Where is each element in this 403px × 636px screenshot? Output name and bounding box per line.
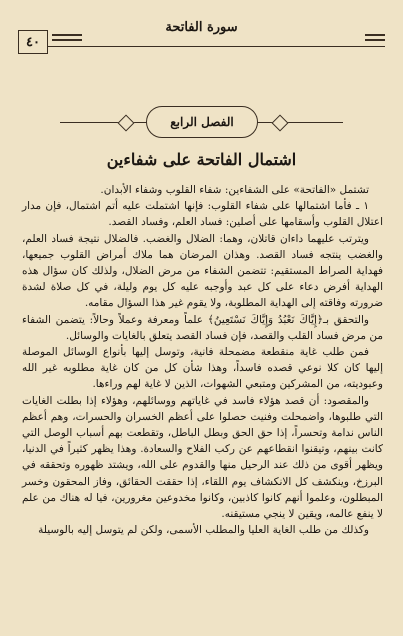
paragraph: فمن طلب غاية منقطعة مضمحلة فانية، وتوسل إليها بأنواع الوسائل الموصلة إليها كان كلا نوعي قصده فاسداً، وهذا شأن كل من كان غاية مطلوبه غير الله وعبوديته، من المشركين ومتبعي الشهوات، الذين لا غاية لهم وراءها. — [22, 346, 383, 391]
section-title: اشتمال الفاتحة على شفاءين — [106, 150, 297, 169]
paragraph: تشتمل «الفاتحة» على الشفاءين: شفاء القلوب وشفاء الأبدان. — [100, 184, 369, 196]
ornament-diamond-icon — [118, 115, 135, 132]
paragraph: والتحقق بـ﴿إِيَّاكَ نَعْبُدُ وَإِيَّاكَ نَسْتَعِينُ﴾ علماً ومعرفة وعملاً وحالاً: يتضمن الشفاء من مرض فساد القلب والقصد، فإن فساد القصد يتعلق بالغايات والوسائل. — [22, 313, 383, 342]
ornament-diamond-icon — [272, 115, 289, 132]
header-divider — [18, 46, 385, 47]
header-ornament-left — [52, 34, 82, 44]
paragraph: ١ ـ فأما اشتمالها على شفاء القلوب: فإنها اشتملت عليه أتم اشتمال، فإن مدار اعتلال القلوب وأسقامها على أصلين: فساد العلم، وفساد القصد. — [22, 200, 383, 229]
header-ornament-right — [365, 34, 385, 44]
paragraph: والمقصود: أن قصد هؤلاء فاسد في غاياتهم ووسائلهم، وهؤلاء إذا بطلت الغايات التي طلبوها، واضمحلت وفنيت حصلوا على أعظم الخسران والحسرات، وهم أعظم الناس ندامة وتحسراً، إذا حق الحق وبطل الباطل، وتقطعت بهم أسباب الوصل التي كانت بينهم، وتيقنوا انقطاعهم عن ركب الفلاح والسعادة. وهذا يظهر كثيراً في الدنيا، ويظهر أقوى من ذلك عند الرحيل منها والقدوم على الله، ويشتد ظهوره وتحققه في البرزخ، وينكشف كل الانكشاف يوم اللقاء، إذا حققت الحقائق، وفاز المحقون وخسر المبطلون، وعلموا أنهم كانوا كاذبين، وكانوا مخدوعين مغرورين، فيا له هناك من علم لا ينفع عالمه، ويقين لا ينجي مستيقنه. — [22, 394, 383, 521]
running-header-title: سورة الفاتحة — [165, 20, 238, 35]
paragraph: ويترتب عليهما داءان قاتلان، وهما: الضلال والغضب. فالضلال نتيجة فساد العلم، والغضب ينتجه فساد القصد. وهذان المرضان هما ملاك أمراض القلوب جميعها، فهداية الصراط المستقيم: تتضمن الشفاء من مرض الضلال، ولذلك كان سؤال هذه الهداية أفرض دعاء على كل عبد وأوجبه عليه كل يوم وليلة، في كل صلاة لشدة ضرورته وفاقته إلى الهداية المطلوبة، ولا يقوم غير هذا السؤال مقامه. — [22, 232, 383, 310]
chapter-ornament — [60, 100, 343, 144]
body-text — [22, 182, 383, 538]
page-number: ٤٠ — [18, 30, 48, 54]
paragraph: وكذلك من طلب الغاية العليا والمطلب الأسمى، ولكن لم يتوسل إليه بالوسيلة — [38, 524, 369, 537]
chapter-label: الفصل الرابع — [146, 106, 258, 138]
